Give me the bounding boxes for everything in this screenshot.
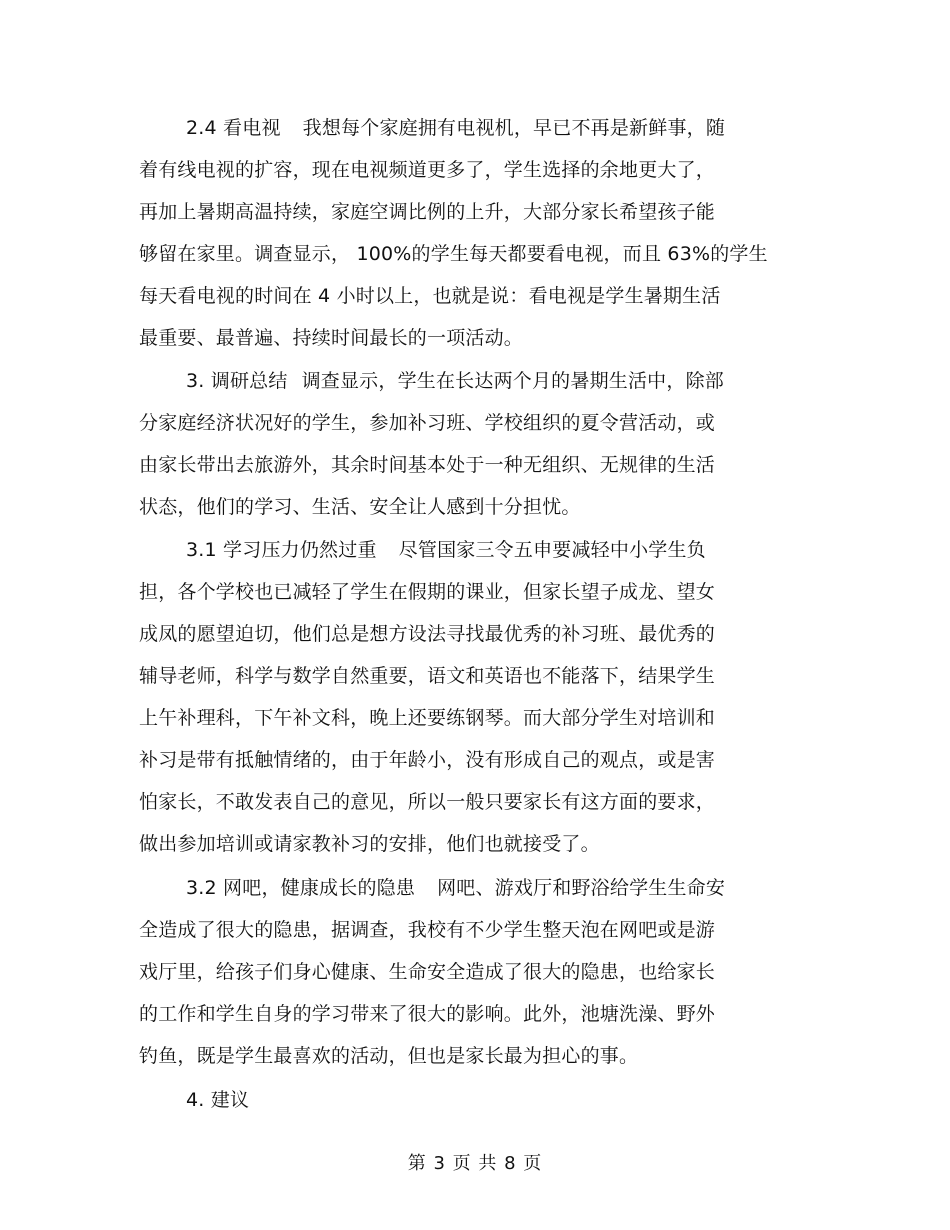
paragraph-line: [186, 538, 706, 562]
section-heading: 3.1 学习压力仍然过重: [186, 539, 377, 561]
paragraph-line: 分家庭经济状况好的学生，参加补习班、学校组织的夏令营活动，或: [139, 412, 716, 434]
section-heading: 3. 调研总结: [186, 370, 288, 392]
paragraph-line: 钓鱼，既是学生最喜欢的活动，但也是家长最为担心的事。: [139, 1045, 639, 1067]
paragraph-text: 调查显示，学生在长达两个月的暑期生活中，除部: [301, 370, 724, 392]
paragraph-line: 全造成了很大的隐患，据调查，我校有不少学生整天泡在网吧或是游: [139, 919, 716, 941]
paragraph-line: 戏厅里，给孩子们身心健康、生命安全造成了很大的隐患，也给家长: [139, 961, 716, 983]
paragraph-line: 做出参加培训或请家教补习的安排，他们也就接受了。: [139, 833, 600, 855]
paragraph-line: 再加上暑期高温持续，家庭空调比例的上升，大部分家长希望孩子能: [139, 201, 716, 223]
footer-middle: 页 共: [452, 1153, 498, 1174]
paragraph-line: 每天看电视的时间在 4 小时以上，也就是说：看电视是学生暑期生活: [139, 285, 721, 307]
total-pages: 8: [504, 1153, 517, 1174]
footer-prefix: 第: [407, 1153, 427, 1174]
paragraph-line: 的工作和学生自身的学习带来了很大的影响。此外，池塘洗澡、野外: [139, 1003, 716, 1025]
paragraph-line: 最重要、最普遍、持续时间最长的一项活动。: [139, 327, 524, 349]
paragraph-line: [186, 116, 725, 140]
paragraph-text: 尽管国家三令五申要减轻中小学生负: [398, 539, 706, 561]
paragraph-line: [186, 369, 724, 393]
paragraph-line: 着有线电视的扩容，现在电视频道更多了，学生选择的余地更大了，: [139, 159, 716, 181]
paragraph-line: 由家长带出去旅游外，其余时间基本处于一种无组织、无规律的生活: [139, 454, 716, 476]
paragraph-line: 够留在家里。调查显示， 100%的学生每天都要看电视，而且 63%的学生: [139, 243, 768, 265]
paragraph-line: 补习是带有抵触情绪的，由于年龄小，没有形成自己的观点，或是害: [139, 749, 716, 771]
page-number: 3: [433, 1153, 446, 1174]
paragraph-line: 怕家长，不敢发表自己的意见，所以一般只要家长有这方面的要求，: [139, 791, 716, 813]
footer-suffix: 页: [523, 1153, 543, 1174]
paragraph-text: 网吧、游戏厅和野浴给学生生命安: [437, 877, 726, 899]
section-heading: 3.2 网吧，健康成长的隐患: [186, 877, 416, 899]
paragraph-text: 我想每个家庭拥有电视机，早已不再是新鲜事，随: [302, 117, 726, 139]
section-heading: 2.4 看电视: [186, 117, 281, 139]
paragraph-line: 担，各个学校也已减轻了学生在假期的课业，但家长望子成龙、望女: [139, 581, 716, 603]
page-footer: [0, 1152, 950, 1176]
paragraph-line: [186, 876, 725, 900]
paragraph-line: 辅导老师，科学与数学自然重要，语文和英语也不能落下，结果学生: [139, 665, 716, 687]
paragraph-line: 成凤的愿望迫切，他们总是想方设法寻找最优秀的补习班、最优秀的: [139, 623, 716, 645]
paragraph-line: 上午补理科，下午补文科，晚上还要练钢琴。而大部分学生对培训和: [139, 707, 716, 729]
paragraph-line: 状态，他们的学习、生活、安全让人感到十分担忧。: [139, 496, 581, 518]
section-heading: 4. 建议: [186, 1089, 250, 1111]
